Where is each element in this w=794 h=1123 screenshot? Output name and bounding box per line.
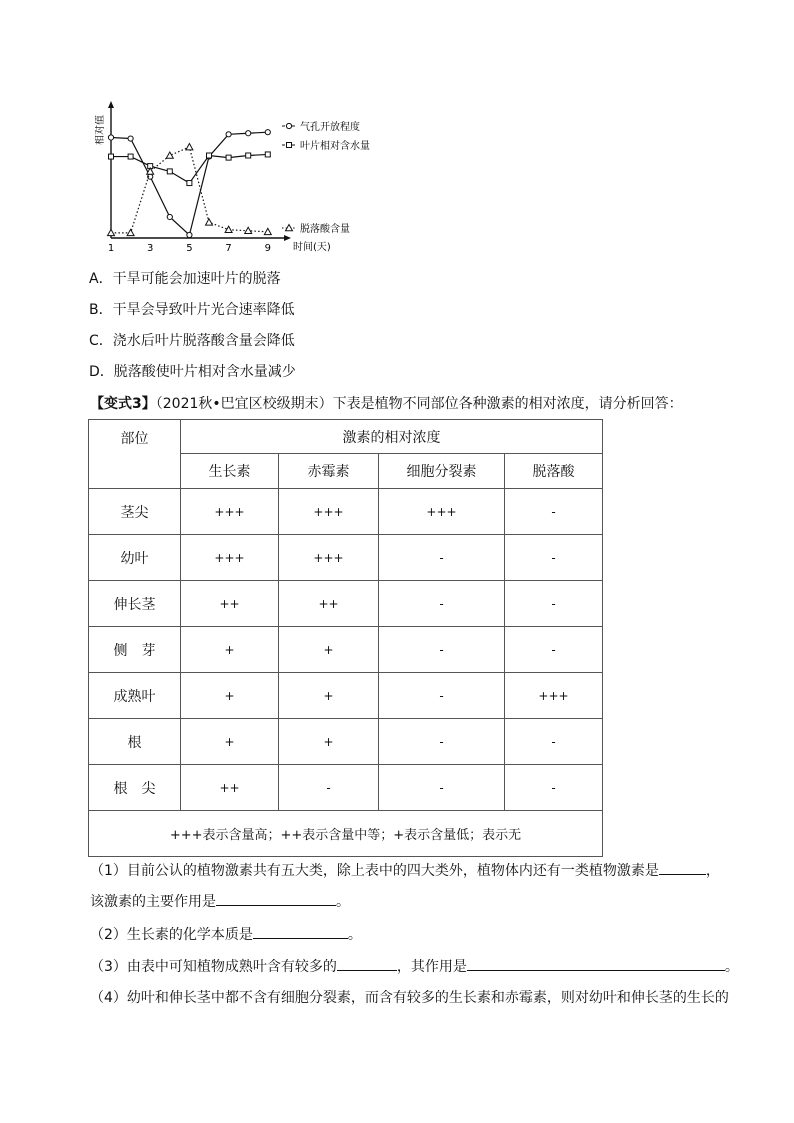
variant-label: 【变式3】: [90, 396, 156, 412]
q2-text: （2）生长素的化学本质是: [90, 927, 253, 943]
option-a: A．干旱可能会加速叶片的脱落: [89, 271, 281, 287]
table-row: [89, 535, 603, 581]
option-c: C．浇水后叶片脱落酸含量会降低: [89, 333, 295, 349]
question-4: （4）幼叶和伸长茎中都不含有细胞分裂素，而含有较多的生长素和赤霉素，则对幼叶和伸长茎的生长的: [90, 990, 729, 1006]
row-value: +: [181, 627, 279, 673]
row-value: -: [379, 673, 505, 719]
q1-text: （1）目前公认的植物激素共有五大类，除上表中的四大类外，植物体内还有一类植物激素是: [90, 863, 659, 879]
variant-text: （2021秋•巴宜区校级期末）下表是植物不同部位各种激素的相对浓度，请分析回答：: [155, 396, 683, 412]
q3-text-2: ，其作用是: [396, 959, 467, 975]
question-1-line-2: [90, 891, 350, 912]
series-square: [109, 152, 271, 186]
hormone-table: [88, 419, 603, 857]
q2-blank[interactable]: [253, 924, 348, 939]
data-point: [108, 229, 115, 235]
data-point: [207, 153, 212, 158]
row-value: -: [379, 581, 505, 627]
table-row: [89, 673, 603, 719]
row-value: -: [379, 627, 505, 673]
row-value: +: [279, 673, 379, 719]
series-line: [111, 147, 268, 233]
row-part: 茎尖: [89, 489, 181, 535]
data-point: [245, 227, 252, 233]
data-point: [128, 154, 133, 159]
header-gibberellin: 赤霉素: [279, 454, 379, 489]
header-cytokinin: 细胞分裂素: [379, 454, 505, 489]
row-value: +++: [379, 489, 505, 535]
data-point: [286, 123, 291, 128]
row-value: +++: [181, 489, 279, 535]
question-3: [90, 956, 739, 977]
variant-heading: [90, 394, 683, 414]
table-row: [89, 719, 603, 765]
row-part: 根 尖: [89, 765, 181, 811]
q1-blank-2[interactable]: [216, 891, 336, 906]
table-row: [89, 581, 603, 627]
graph-axes: [108, 101, 291, 241]
q1-comma: ，: [705, 863, 720, 879]
row-value: +: [279, 627, 379, 673]
x-tick-label: 1: [107, 243, 115, 254]
option-d: D．脱落酸使叶片相对含水量减少: [89, 364, 296, 380]
q1-text-2: 该激素的主要作用是: [90, 894, 216, 910]
graph-series: [108, 130, 272, 238]
row-value: -: [505, 535, 603, 581]
q3-blank-2[interactable]: [467, 956, 725, 971]
table-footnote: +++表示含量高；++表示含量中等；+表示含量低；表示无: [89, 811, 603, 857]
data-point: [166, 152, 173, 158]
x-tick-label: 9: [264, 243, 271, 254]
x-tick-label: 3: [147, 243, 154, 254]
data-point: [127, 229, 134, 235]
data-point: [226, 132, 231, 137]
row-value: +: [279, 719, 379, 765]
row-value: ++: [279, 581, 379, 627]
x-tick-labels: [108, 243, 271, 254]
q1-end: 。: [336, 894, 350, 910]
data-point: [226, 155, 231, 160]
line-graph: [95, 100, 395, 260]
q3-blank-1[interactable]: [337, 956, 397, 971]
data-point: [187, 181, 192, 186]
data-point: [186, 144, 193, 150]
legend-label: 叶片相对含水量: [300, 141, 370, 152]
data-point: [108, 135, 113, 140]
y-axis-label: 相对值: [95, 115, 106, 145]
series-line: [111, 154, 268, 183]
row-value: -: [279, 765, 379, 811]
data-point: [287, 143, 292, 148]
row-value: -: [505, 719, 603, 765]
row-value: ++: [181, 581, 279, 627]
table-body: [89, 489, 603, 811]
row-value: -: [505, 765, 603, 811]
row-value: +++: [279, 489, 379, 535]
row-value: ++: [181, 765, 279, 811]
x-tick-label: 5: [186, 243, 193, 254]
data-point: [206, 219, 213, 225]
question-1-line-1: [90, 860, 720, 881]
row-value: +: [181, 719, 279, 765]
q3-end: 。: [724, 959, 739, 975]
row-value: +++: [505, 673, 603, 719]
question-2: [90, 924, 362, 945]
legend-label: 脱落酸含量: [300, 224, 350, 235]
row-value: +++: [181, 535, 279, 581]
x-axis-label: 时间(天): [293, 242, 331, 253]
data-point: [167, 214, 172, 219]
row-part: 幼叶: [89, 535, 181, 581]
data-point: [167, 169, 172, 174]
row-value: -: [379, 719, 505, 765]
table-row: [89, 627, 603, 673]
q2-end: 。: [347, 927, 362, 943]
row-part: 成熟叶: [89, 673, 181, 719]
header-group: 激素的相对浓度: [181, 420, 603, 454]
row-value: -: [379, 765, 505, 811]
row-value: -: [505, 489, 603, 535]
table-row: [89, 489, 603, 535]
option-b: B．干旱会导致叶片光合速率降低: [89, 302, 295, 318]
data-point: [265, 152, 270, 157]
data-point: [246, 131, 251, 136]
row-value: -: [379, 535, 505, 581]
row-part: 侧 芽: [89, 627, 181, 673]
row-value: -: [505, 627, 603, 673]
graph-legend: [282, 120, 370, 235]
q1-blank-1[interactable]: [659, 860, 706, 875]
data-point: [187, 232, 192, 237]
table-row: [89, 765, 603, 811]
row-value: +: [181, 673, 279, 719]
header-abscisic-acid: 脱落酸: [505, 454, 603, 489]
data-point: [246, 153, 251, 158]
q3-text: （3）由表中可知植物成熟叶含有较多的: [90, 959, 337, 975]
data-point: [264, 228, 271, 234]
legend-label: 气孔开放程度: [300, 122, 360, 133]
row-part: 根: [89, 719, 181, 765]
x-tick-label: 7: [225, 243, 232, 254]
row-part: 伸长茎: [89, 581, 181, 627]
data-point: [109, 154, 114, 159]
data-point: [128, 136, 133, 141]
row-value: -: [505, 581, 603, 627]
header-part: 部位: [89, 420, 181, 489]
data-point: [265, 130, 270, 135]
header-auxin: 生长素: [181, 454, 279, 489]
row-value: +++: [279, 535, 379, 581]
